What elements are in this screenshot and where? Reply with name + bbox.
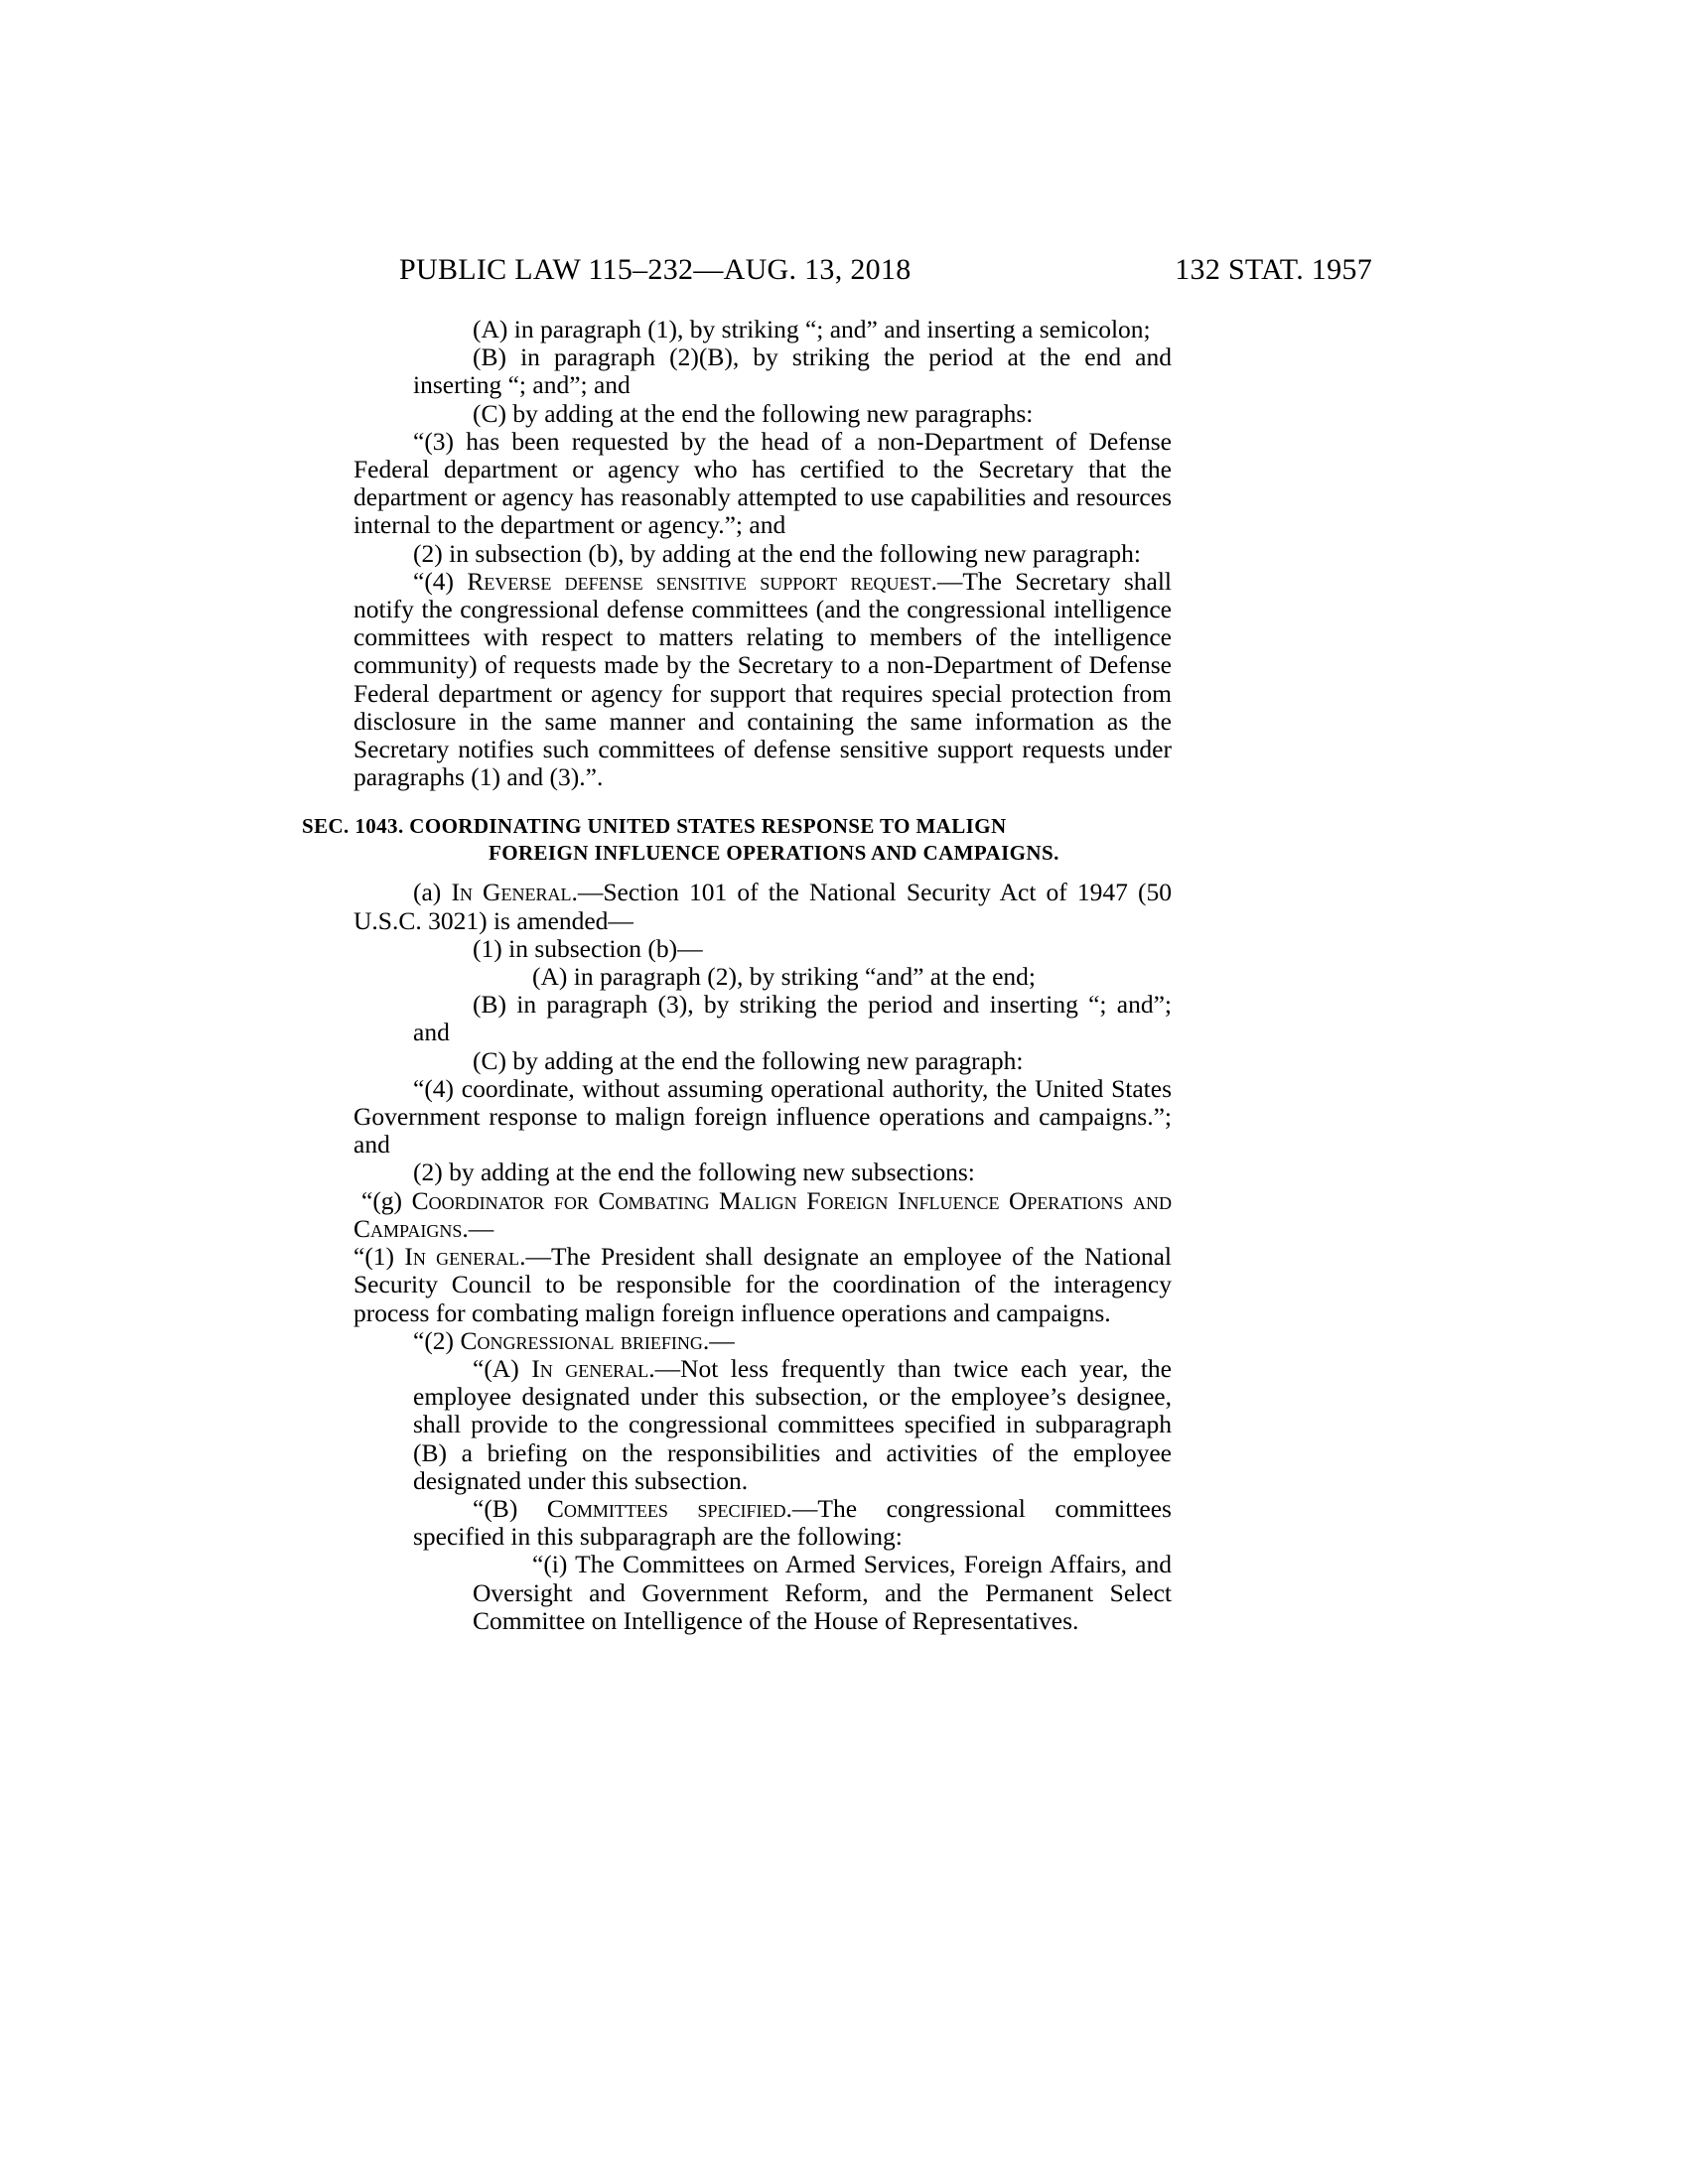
clause-a-paragraph-2: (A) in paragraph (2), by striking “and” at the end; (532, 962, 1036, 992)
subparagraph-b-heading: Committees specified (546, 1493, 786, 1523)
paragraph-g1-in-general: “(1) In general.—The President shall designate an employee of the National Security Council to be responsible for the coordination of the interagency process for combating malign foreign influence operations and campaigns. (353, 1242, 1172, 1327)
page-header (399, 250, 1372, 290)
clause-c-adding-paragraphs: (C) by adding at the end the following new paragraphs: (473, 398, 1034, 428)
section-number: SEC. 1043. (302, 814, 404, 839)
item-2-new-subsections: (2) by adding at the end the following new subsections: (413, 1158, 975, 1187)
clause-a-paragraph-1: (A) in paragraph (1), by striking “; and” and inserting a semicolon; (473, 315, 1151, 343)
quoted-paragraph-4-coordinate: “(4) coordinate, without assuming operational authority, the United States Government response to malign foreign influence operations and campaigns.”; and (353, 1073, 1172, 1160)
subsection-g-heading: Coordinator for Combating Malign Foreign Influence Operations and Campaigns (353, 1185, 1172, 1243)
subsection-a-heading: In General (451, 878, 572, 907)
subparagraph-a-heading: In general (531, 1353, 649, 1383)
quoted-paragraph-3: “(3) has been requested by the head of a non-Department of Defense Federal department or agency who has certified to the Secretary that the department or agency has reasonably attempted to use capabilities and resources internal to the department or agency.”; and (353, 426, 1172, 540)
subparagraph-b-committees-specified: “(B) Committees specified.—The congressional committees specified in this subparagraph are the following: (413, 1493, 1172, 1552)
item-1-subsection-b: (1) in subsection (b)— (473, 933, 703, 963)
subsection-a-in-general: (a) In General.—Section 101 of the National Security Act of 1947 (50 U.S.C. 3021) is amended— (353, 878, 1173, 935)
running-head-title: PUBLIC LAW 115–232—AUG. 13, 2018 (399, 253, 912, 286)
paragraph-g2-heading: Congressional briefing (460, 1325, 703, 1355)
paragraph-g2-congressional-briefing: “(2) Congressional briefing.— (413, 1325, 735, 1355)
clause-c-new-paragraph: (C) by adding at the end the following new paragraph: (473, 1045, 1024, 1075)
section-title-line-1: COORDINATING UNITED STATES RESPONSE TO MALIGN (409, 814, 1007, 839)
subparagraph-a-in-general: “(A) In general.—Not less frequently than twice each year, the employee designated under this subsection, or the employee’s designee, shall provide to the congressional committees specified in subparagraph (B) a briefing on the responsibilities and activities of the employee designated under this subsection. (413, 1353, 1172, 1495)
quoted-paragraph-4: “(4) Reverse defense sensitive support request.—The Secretary shall notify the congressional defense committees (and the congressional intelligence committees with respect to matters relating to members of the intelligence community) of requests made by the Secretary to a non-Department of Defense Federal department or agency for support that requires special protection from disclosure in the same manner and containing the same information as the Secretary notifies such committees of defense sensitive support requests under paragraphs (1) and (3).”. (353, 566, 1172, 792)
clause-b-paragraph-2b: (B) in paragraph (2)(B), by striking the period at the end and inserting “; and”; and (413, 342, 1172, 400)
paragraph-g1-heading: In general (404, 1242, 520, 1272)
statute-page-number: 132 STAT. 1957 (1175, 253, 1372, 286)
document-body (302, 315, 1173, 1635)
clause-i-house-committees: “(i) The Committees on Armed Services, Foreign Affairs, and Oversight and Government Reform, and the Permanent Select Committee on Intelligence of the House of Representatives. (473, 1550, 1172, 1635)
subsection-g-heading-line: “(g) Coordinator for Combating Malign Foreign Influence Operations and Campaigns.— (353, 1185, 1172, 1243)
clause-b-paragraph-3: (B) in paragraph (3), by striking the period and inserting “; and”; and (413, 990, 1172, 1047)
paragraph-4-heading: Reverse defense sensitive support request (467, 566, 931, 596)
section-heading (302, 813, 1172, 867)
section-title-line-2: FOREIGN INFLUENCE OPERATIONS AND CAMPAIGNS. (489, 841, 1059, 866)
item-2-subsection-b: (2) in subsection (b), by adding at the end the following new paragraph: (413, 538, 1141, 568)
